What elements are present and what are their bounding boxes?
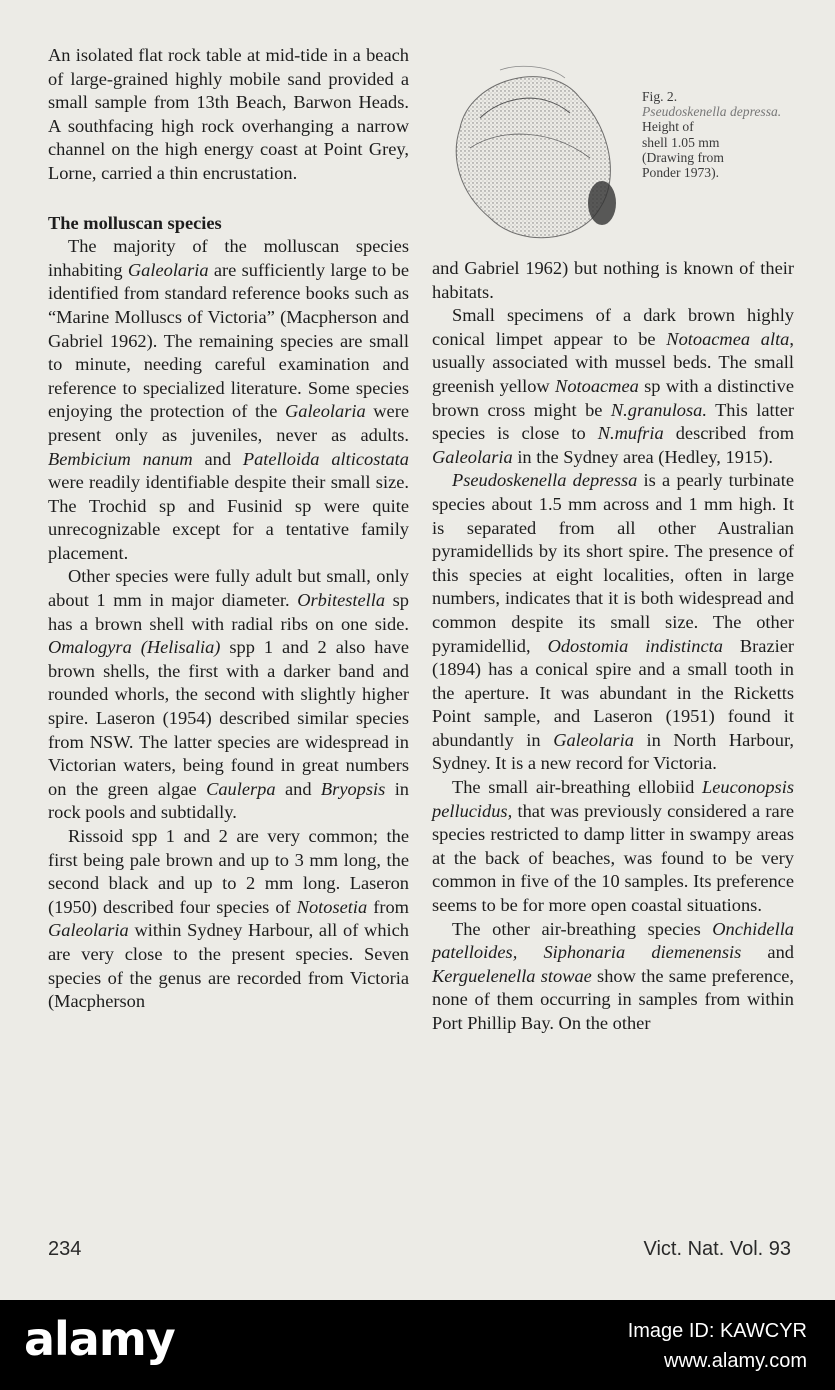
paragraph-rissoid: Rissoid spp 1 and 2 are very common; the first being pale brown and up to 3 mm long, the second black and up to 2 mm long. Laseron (1950) described four species of Notosetia from Galeolaria within Sydney Harbour, all of which are very close to the present species. Seven species of the genus are recorded from Victoria (Macpherson (48, 826, 409, 1012)
shell-figure (440, 58, 800, 248)
paragraph-limpet: Small specimens of a dark brown highly conical limpet appear to be Notoacmea alta, usually associated with mussel beds. The small greenish yellow Notoacmea sp with a distinctive brown cross might be N.granulosa. This latter species is close to N.mufria described from Galeolaria in the Sydney area (Hedley, 1915). (432, 305, 795, 467)
figure-caption-line: Ponder 1973). (642, 165, 720, 181)
watermark-banner (0, 1300, 835, 1390)
section-heading: The molluscan species (48, 212, 222, 233)
journal-name: Vict. Nat. Vol. 93 (643, 1238, 791, 1260)
figure-caption (642, 89, 802, 180)
figure-caption-line: (Drawing from (642, 149, 724, 165)
image-id: Image ID: KAWCYR (627, 1320, 807, 1342)
figure-label: Fig. 2. (642, 89, 678, 104)
paragraph-air-breathing: The other air-breathing species Onchidella patelloides, Siphonaria diemenensis and Kerguelenella stowae show the same preference, none of them occurring in samples from within Port Phillip Bay. On the other (432, 918, 795, 1033)
right-column (432, 257, 794, 1036)
figure-species: Pseudoskenella depressa. (642, 104, 782, 120)
paragraph-pseudoskenella: Pseudoskenella depressa is a pearly turbinate species about 1.5 mm across and 1 mm high. It is separated from all other Australian pyramidellids by its short spire. The presence of this species at eight localities, often in large numbers, indicates that it is both widespread and common despite its small size. The other pyramidellid, Odostomia indistincta Brazier (1894) has a conical spire and a small tooth in the aperture. It was abundant in the Ricketts Point sample, and Laseron (1951) found it abundantly in Galeolaria in North Harbour, Sydney. It is a new record for Victoria. (432, 470, 795, 774)
alamy-logo: alamy (24, 1312, 175, 1366)
paragraph-other-species: Other species were fully adult but small, only about 1 mm in major diameter. Orbitestella sp has a brown shell with radial ribs on one side. Omalogyra (Helisalia) spp 1 and 2 also have brown shells, the first with a darker band and rounded whorls, the second with slightly higher spire. Laseron (1954) described similar species from NSW. The latter species are widespread in Victorian waters, being found in great numbers on the green algae Caulerpa and Bryopsis in rock pools and subtidally. (48, 566, 410, 823)
figure-caption-line: shell 1.05 mm (642, 134, 720, 150)
page-number: 234 (48, 1238, 82, 1260)
site-url: www.alamy.com (664, 1350, 807, 1372)
left-column (48, 44, 409, 1014)
intro-paragraph: An isolated flat rock table at mid-tide in a beach of large-grained highly mobile sand provided a small sample from 13th Beach, Barwon Heads. A southfacing high rock overhanging a narrow channel on the high energy coast at Point Grey, Lorne, carried a thin encrustation. (48, 45, 409, 183)
paragraph-majority: The majority of the molluscan species inhabiting Galeolaria are sufficiently large to be identified from standard reference books such as “Marine Molluscs of Victoria” (Macpherson and Gabriel 1962). The remaining species are small to minute, needing careful examination and reference to specialized literature. Some species enjoying the protection of the Galeolaria were present only as juveniles, never as adults. Bembicium nanum and Patelloida alticostata were readily identifiable despite their small size. The Trochid sp and Fusinid sp were quite unrecognizable except for a tentative family placement. (48, 236, 409, 563)
figure-caption-line: Height of (642, 119, 694, 135)
paragraph-continued: and Gabriel 1962) but nothing is known of their habitats. (432, 258, 794, 302)
shell-drawing-icon (440, 58, 630, 248)
paragraph-ellobiid: The small air-breathing ellobiid Leuconopsis pellucidus, that was previously considered a rare species restricted to damp litter in swampy areas at the back of beaches, was found to be very common in five of the 10 samples. Its preference seems to be for more open coastal situations. (432, 777, 794, 916)
